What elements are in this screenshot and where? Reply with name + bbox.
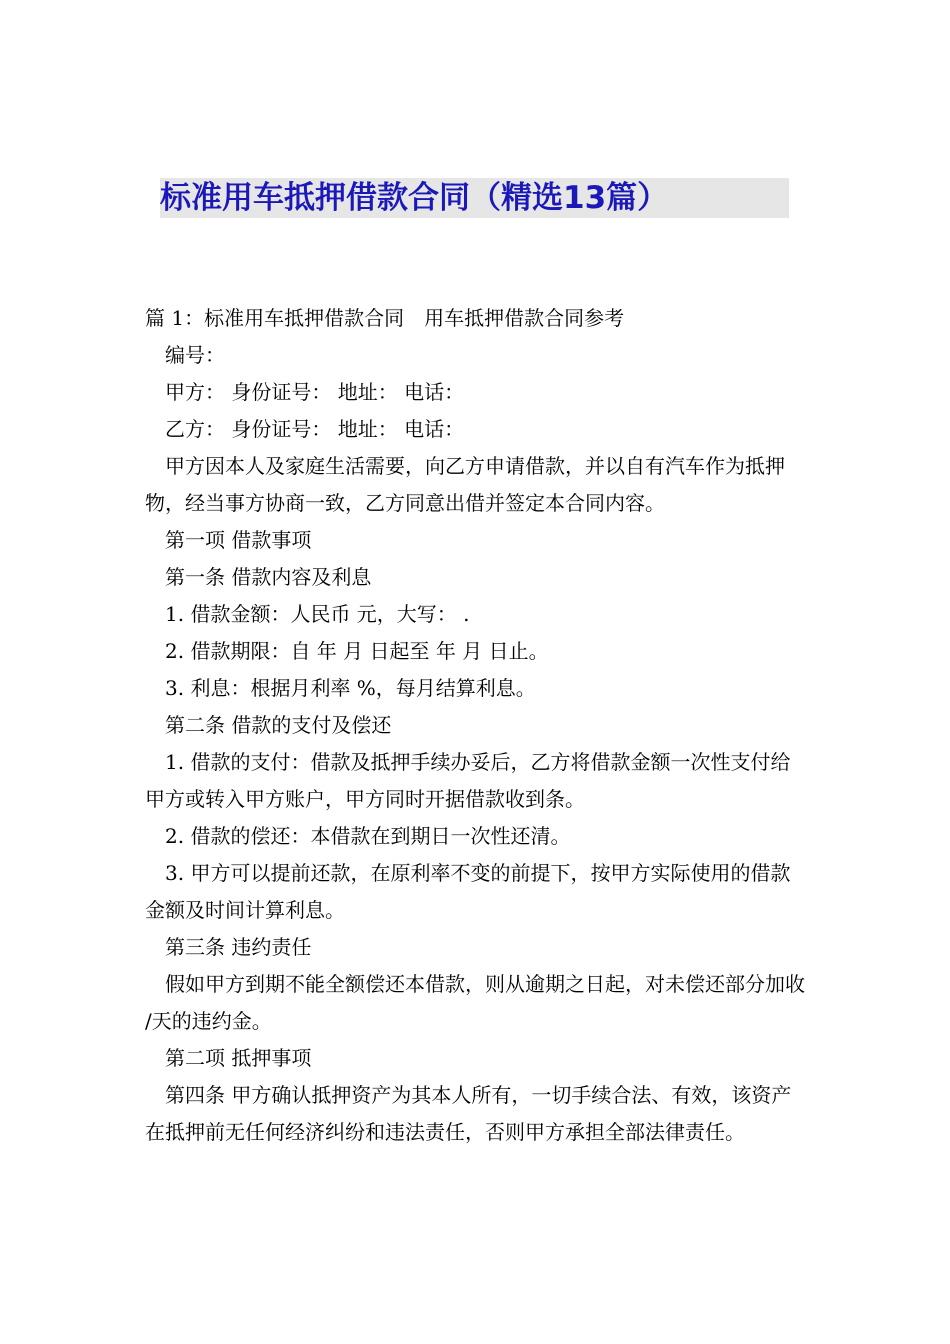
paragraph-number: 编号：: [165, 343, 225, 367]
title-highlight: [160, 178, 789, 218]
paragraph-article-four: 第四条 甲方确认抵押资产为其本人所有，一切手续合法、有效，该资产在抵押前无任何经济纠纷和违法责任，否则甲方承担全部法律责任。: [145, 1083, 792, 1144]
article-heading: 第三条 违约责任: [165, 935, 312, 959]
paragraph-party-b: 乙方： 身份证号： 地址： 电话：: [165, 417, 465, 441]
section-heading: 第二项 抵押事项: [165, 1046, 312, 1070]
list-item: 1. 借款金额：人民币 元，大写： .: [165, 602, 470, 626]
article-heading: 第二条 借款的支付及偿还: [165, 713, 392, 737]
list-item: 2. 借款期限：自 年 月 日起至 年 月 日止。: [165, 639, 549, 663]
list-item: 1. 借款的支付：借款及抵押手续办妥后，乙方将借款金额一次性支付给甲方或转入甲方账户，甲方同时开据借款收到条。: [145, 750, 791, 811]
document-title: 标准用车抵押借款合同（精选13篇）: [160, 180, 669, 216]
paragraph-intro: 甲方因本人及家庭生活需要，向乙方申请借款，并以自有汽车作为抵押物，经当事方协商一致，乙方同意出借并签定本合同内容。: [145, 454, 785, 515]
paragraph-party-a: 甲方： 身份证号： 地址： 电话：: [165, 380, 465, 404]
list-item: 2. 借款的偿还：本借款在到期日一次性还清。: [165, 824, 571, 848]
document-body: [145, 300, 807, 1151]
paragraph-penalty: 假如甲方到期不能全额偿还本借款，则从逾期之日起，对未偿还部分加收 /天的违约金。: [145, 972, 805, 1033]
list-item: 3. 利息：根据月利率 %，每月结算利息。: [165, 676, 536, 700]
list-item: 3. 甲方可以提前还款，在原利率不变的前提下，按甲方实际使用的借款金额及时间计算利息。: [145, 861, 791, 922]
section-heading: 第一项 借款事项: [165, 528, 312, 552]
paragraph-heading: 篇 1：标准用车抵押借款合同 用车抵押借款合同参考: [145, 306, 625, 330]
article-heading: 第一条 借款内容及利息: [165, 565, 372, 589]
